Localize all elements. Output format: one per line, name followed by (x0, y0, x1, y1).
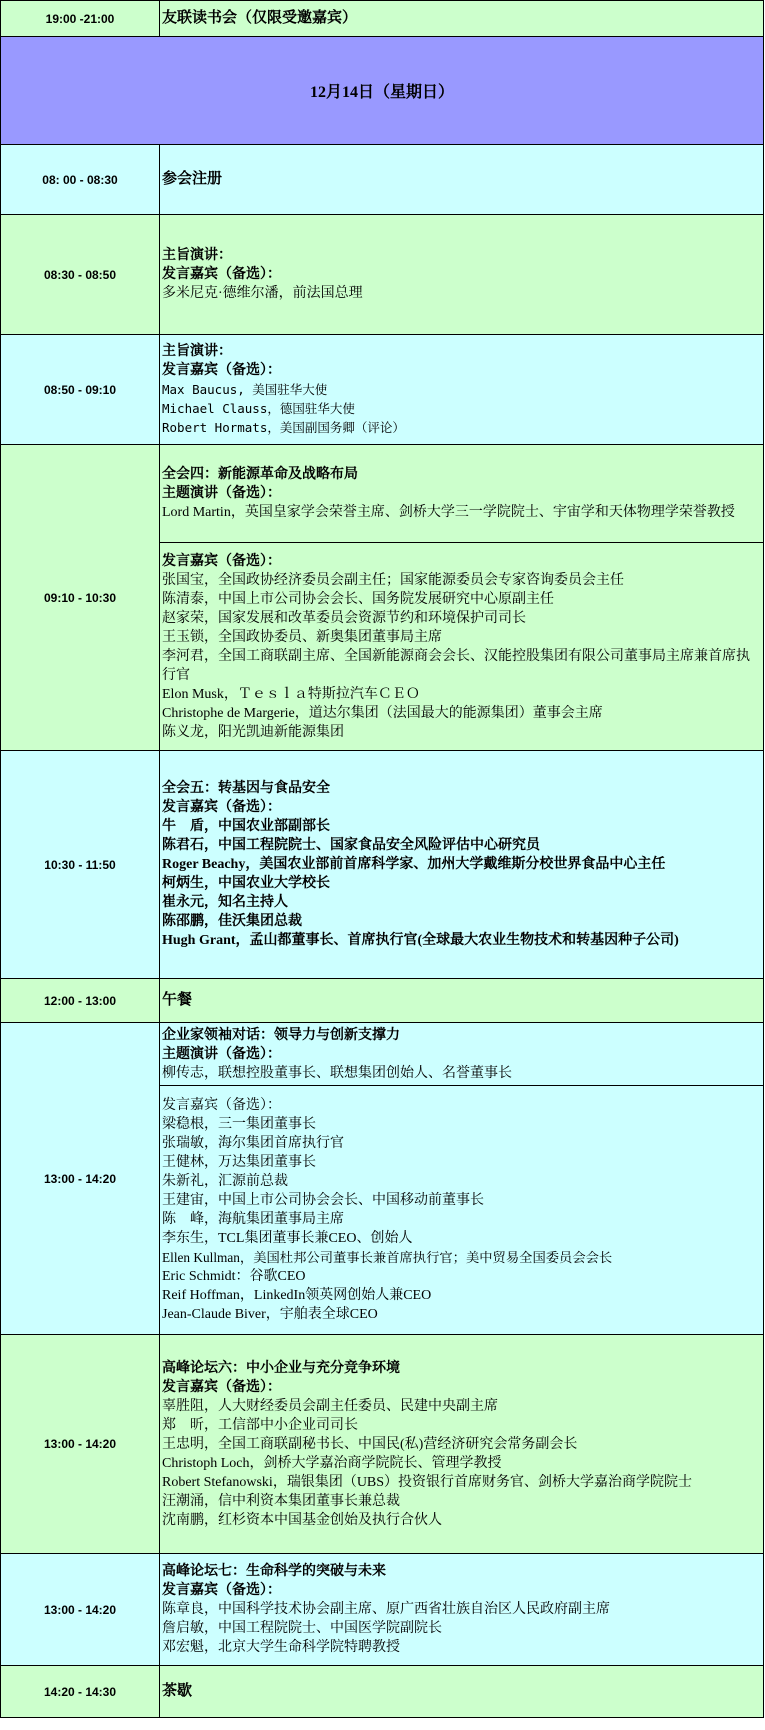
session-title: 全会四：新能源革命及战略布局 (162, 467, 358, 482)
speaker-heading: 发言嘉宾（备选）： (162, 800, 281, 815)
speaker: 沈南鹏，红杉资本中国基金创始及执行合伙人 (162, 1512, 442, 1528)
speaker: 郑 昕，工信部中小企业司司长 (162, 1417, 358, 1433)
speaker: 多米尼克·德维尔潘，前法国总理 (162, 286, 363, 301)
speaker: 王忠明，全国工商联副秘书长、中国民(私)营经济研究会常务副会长 (162, 1436, 578, 1452)
speaker-heading: 发言嘉宾（备选）： (162, 1098, 281, 1113)
time-cell: 13:00 - 14:20 (1, 1023, 160, 1335)
speaker: 陈邵鹏，佳沃集团总裁 (162, 914, 302, 929)
session-cell (160, 1335, 764, 1554)
session-cell (160, 543, 764, 751)
speaker: 梁稳根，三一集团董事长 (162, 1117, 316, 1132)
speaker: 张瑞敏，海尔集团首席执行官 (162, 1136, 344, 1151)
keynote-speaker: Lord Martin，英国皇家学会荣誉主席、剑桥大学三一学院院士、宇宙学和天体物理学荣誉教授 (162, 505, 735, 520)
session-cell (160, 979, 764, 1023)
keynote-speaker: 柳传志，联想控股董事长、联想集团创始人、名誉董事长 (162, 1065, 512, 1081)
session-cell (160, 1086, 764, 1335)
speaker-heading: 发言嘉宾（备选）： (162, 553, 281, 569)
speaker: 朱新礼，汇源前总裁 (162, 1174, 288, 1189)
speaker: Robert Hormats，美国副国务卿（评论） (162, 420, 405, 435)
session-cell (160, 145, 764, 215)
time-cell: 12:00 - 13:00 (1, 979, 160, 1023)
session-cell (160, 335, 764, 445)
session-cell (160, 1023, 764, 1086)
session-title: 友联读书会（仅限受邀嘉宾） (162, 10, 358, 26)
speaker: 张国宝，全国政协经济委员会副主任；国家能源委员会专家咨询委员会主任 (162, 572, 624, 588)
speaker: 王玉锁，全国政协委员、新奥集团董事局主席 (162, 629, 442, 645)
session-title: 主旨演讲： (162, 344, 232, 359)
speaker: 赵家荣，国家发展和改革委员会资源节约和环境保护司司长 (162, 610, 526, 626)
speaker: 李东生，TCL集团董事长兼CEO、创始人 (162, 1231, 413, 1246)
speaker: Eric Schmidt：谷歌CEO (162, 1269, 306, 1284)
speaker: Robert Stefanowski，瑞银集团（UBS）投资银行首席财务官、剑桥大学嘉治商学院院士 (162, 1474, 693, 1490)
time-cell: 19:00 -21:00 (1, 1, 160, 37)
speaker: 詹启敏，中国工程院院士、中国医学院副院长 (162, 1621, 442, 1636)
session-cell (160, 215, 764, 335)
speaker-heading: 发言嘉宾（备选）： (162, 1583, 281, 1598)
session-title: 参会注册 (162, 171, 223, 187)
session-title: 午餐 (162, 992, 193, 1008)
time-cell: 14:20 - 14:30 (1, 1666, 160, 1718)
speaker: 王建宙，中国上市公司协会会长、中国移动前董事长 (162, 1193, 484, 1208)
speaker: 邓宏魁，北京大学生命科学院特聘教授 (162, 1640, 400, 1655)
speaker: 陈 峰，海航集团董事局主席 (162, 1212, 344, 1227)
speaker-heading: 发言嘉宾（备选）： (162, 267, 281, 282)
speaker: 陈君石，中国工程院院士、国家食品安全风险评估中心研究员 (162, 838, 540, 853)
speaker: Michael Clauss，德国驻华大使 (162, 401, 355, 416)
time-cell: 10:30 - 11:50 (1, 751, 160, 979)
speaker: Christophe de Margerie，道达尔集团（法国最大的能源集团）董事会主席 (162, 705, 603, 721)
speaker: 陈清泰，中国上市公司协会会长、国务院发展研究中心原副主任 (162, 591, 554, 607)
speaker: Hugh Grant，孟山都董事长、首席执行官(全球最大农业生物技术和转基因种子公司) (162, 933, 679, 948)
time-cell: 08: 00 - 08:30 (1, 145, 160, 215)
date-header: 12月14日（星期日） (1, 37, 764, 145)
speaker: Reif Hoffman，LinkedIn领英网创始人兼CEO (162, 1288, 432, 1303)
speaker: 王健林，万达集团董事长 (162, 1155, 316, 1170)
time-cell: 13:00 - 14:20 (1, 1335, 160, 1554)
session-title: 企业家领袖对话：领导力与创新支撑力 (162, 1027, 400, 1043)
speaker: 李河君，全国工商联副主席、全国新能源商会会长、汉能控股集团有限公司董事局主席兼首席执行官 (162, 648, 750, 683)
speaker: 柯炳生，中国农业大学校长 (162, 876, 330, 891)
session-cell (160, 1, 764, 37)
speaker: 陈章良，中国科学技术协会副主席、原广西省壮族自治区人民政府副主席 (162, 1602, 610, 1617)
speaker: Roger Beachy，美国农业部前首席科学家、加州大学戴维斯分校世界食品中心主任 (162, 857, 666, 872)
speaker: 陈义龙，阳光凯迪新能源集团 (162, 724, 344, 740)
session-cell (160, 1666, 764, 1718)
session-title: 茶歇 (162, 1683, 193, 1699)
session-title: 高峰论坛七：生命科学的突破与未来 (162, 1564, 386, 1579)
speaker: Christoph Loch，剑桥大学嘉治商学院院长、管理学教授 (162, 1455, 502, 1471)
speaker: 辜胜阻，人大财经委员会副主任委员、民建中央副主席 (162, 1398, 498, 1414)
time-cell: 09:10 - 10:30 (1, 445, 160, 751)
time-cell: 08:50 - 09:10 (1, 335, 160, 445)
session-title: 全会五：转基因与食品安全 (162, 781, 330, 796)
keynote-heading: 主题演讲（备选）： (162, 486, 281, 501)
session-cell (160, 445, 764, 543)
speaker: Jean-Claude Biver，宇舶表全球CEO (162, 1307, 378, 1322)
speaker-heading: 发言嘉宾（备选）： (162, 1379, 281, 1395)
speaker: 牛 盾，中国农业部副部长 (162, 819, 330, 834)
session-cell (160, 751, 764, 979)
time-cell: 13:00 - 14:20 (1, 1554, 160, 1666)
session-title: 高峰论坛六：中小企业与充分竞争环境 (162, 1360, 400, 1376)
speaker: Elon Musk，Ｔｅｓｌａ特斯拉汽车ＣＥＯ (162, 686, 420, 702)
session-cell (160, 1554, 764, 1666)
speaker: Ellen Kullman，美国杜邦公司董事长兼首席执行官；美中贸易全国委员会会长 (162, 1250, 613, 1265)
session-title: 主旨演讲： (162, 248, 232, 263)
time-cell: 08:30 - 08:50 (1, 215, 160, 335)
speaker-heading: 发言嘉宾（备选）： (162, 363, 281, 378)
speaker: Max Baucus, 美国驻华大使 (162, 382, 328, 397)
speaker: 汪潮涌，信中利资本集团董事长兼总裁 (162, 1493, 400, 1509)
speaker: 崔永元，知名主持人 (162, 895, 288, 910)
keynote-heading: 主题演讲（备选）： (162, 1046, 281, 1062)
